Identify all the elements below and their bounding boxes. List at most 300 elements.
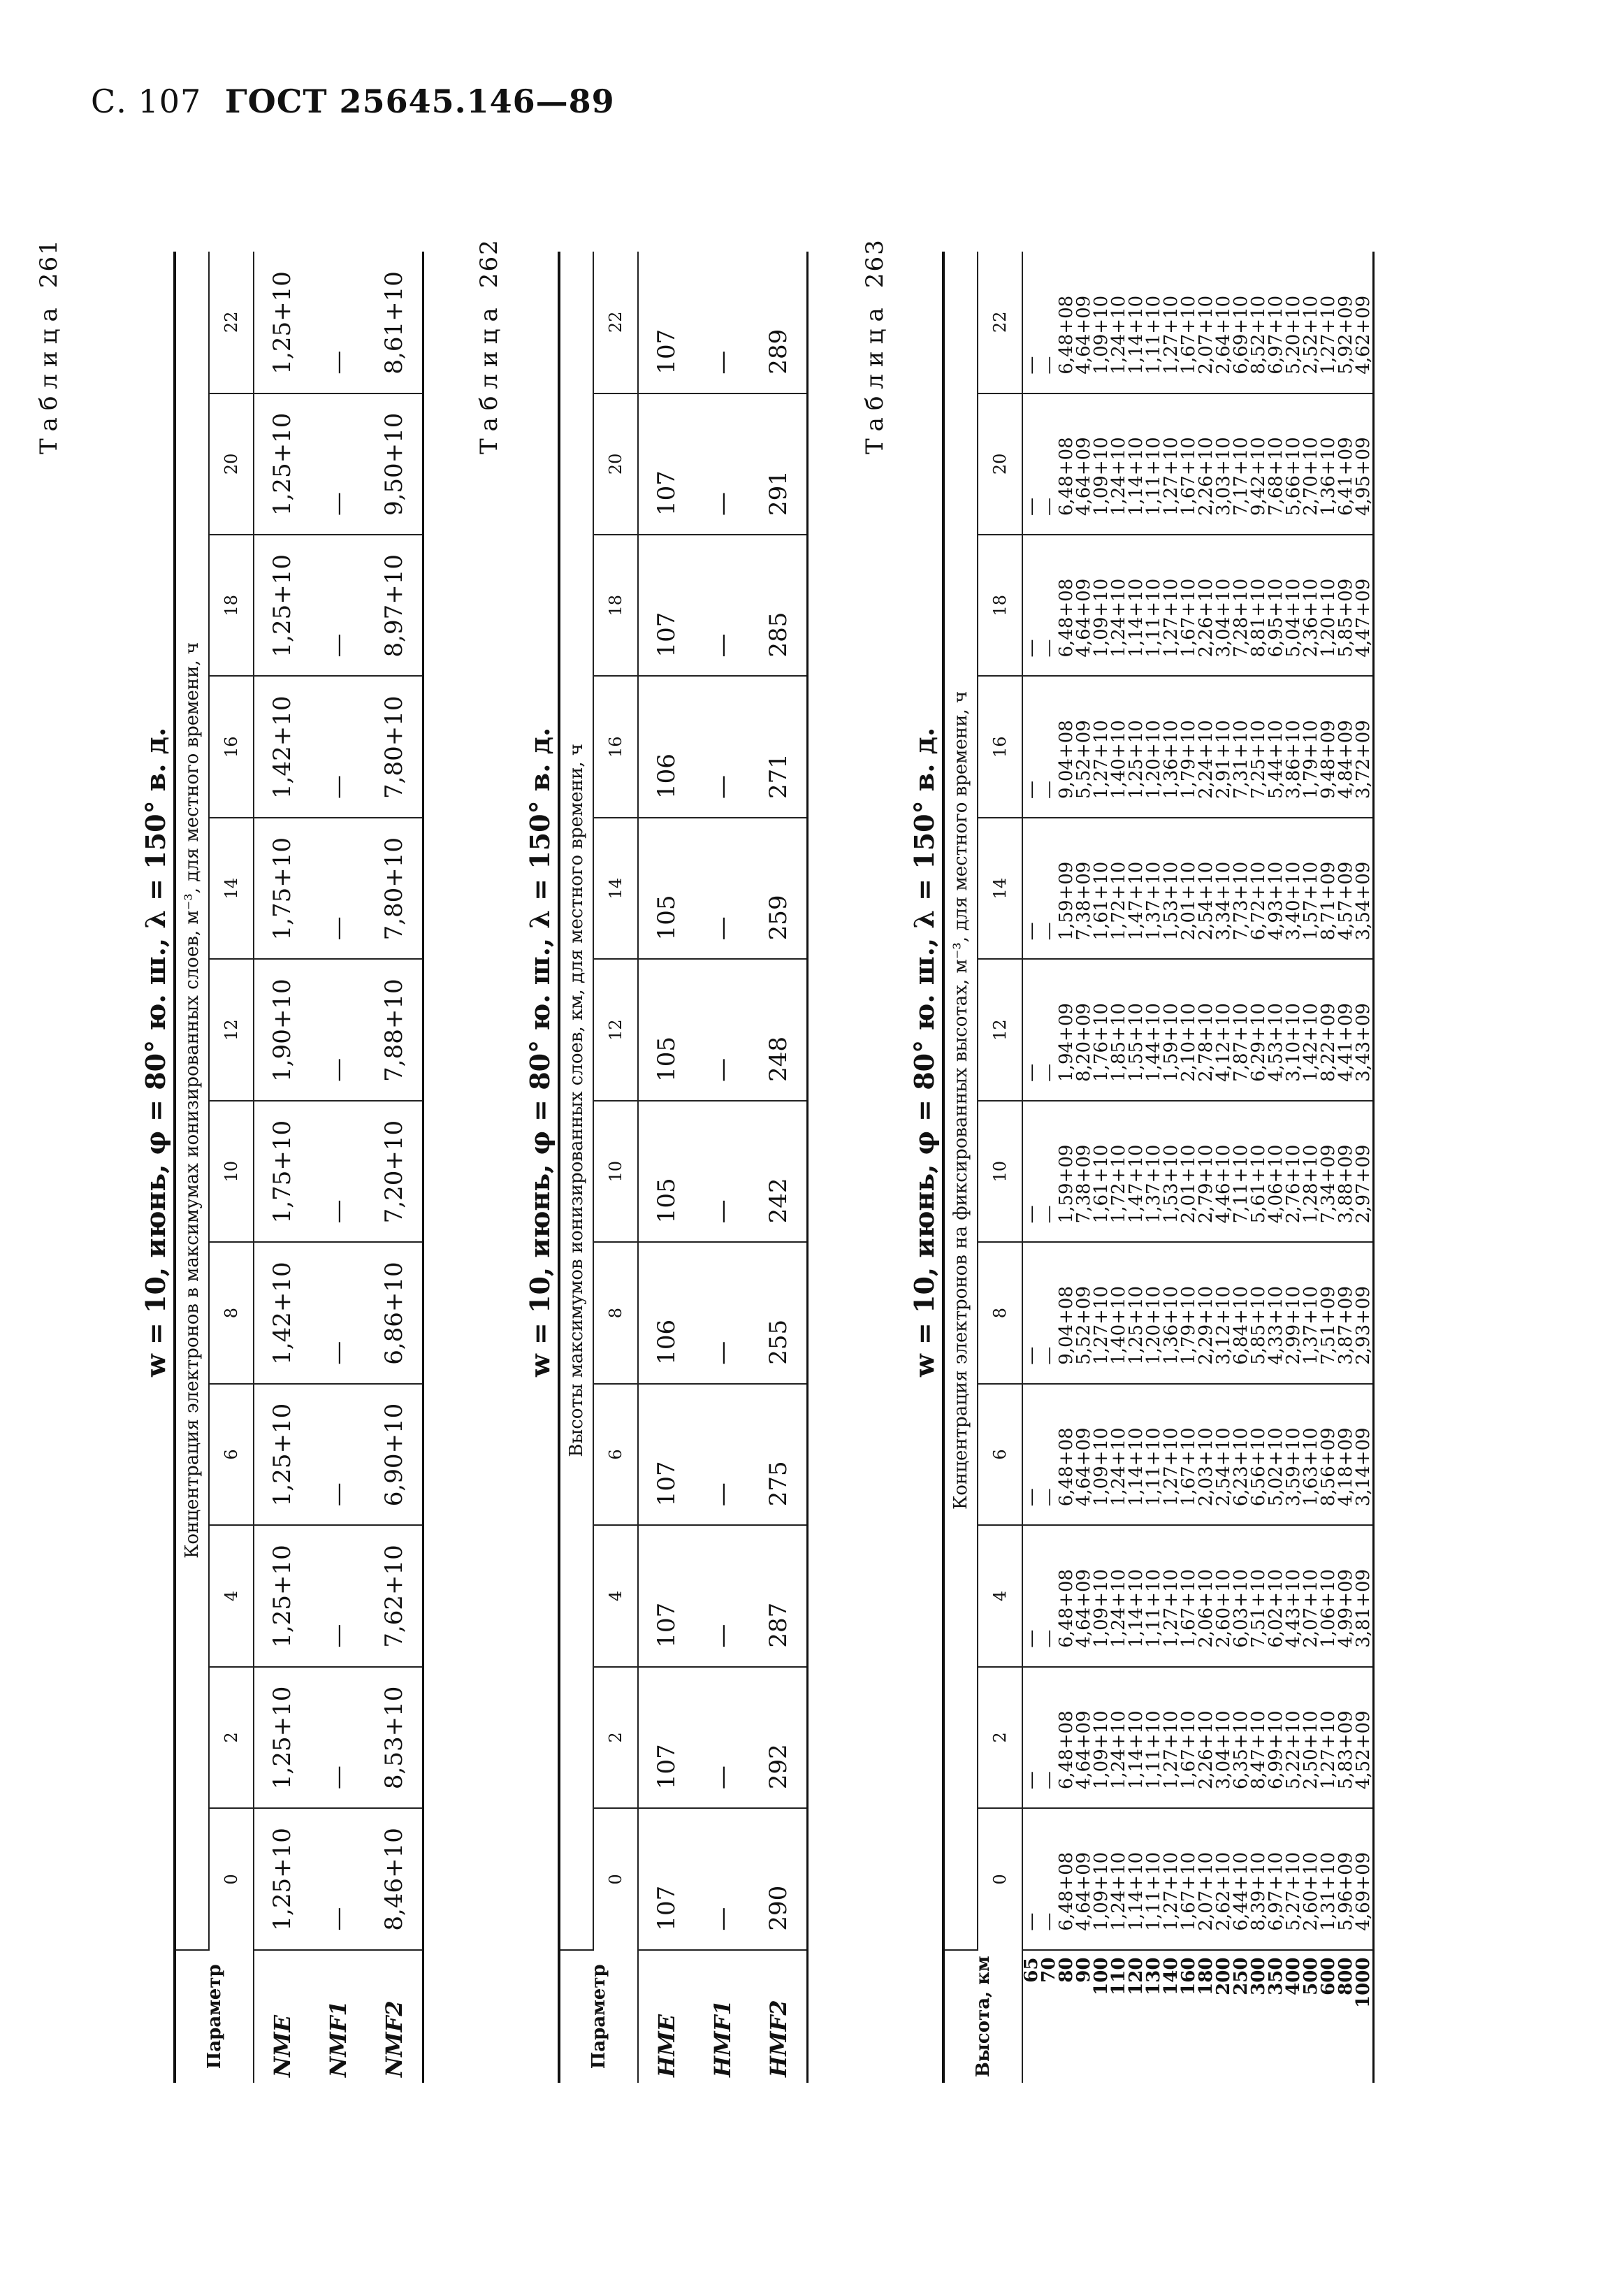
cell-value: 8,71+09 [1318, 861, 1339, 941]
cell-value: 1,25+10 [254, 393, 310, 535]
cell-value: — [695, 818, 751, 959]
cell-value: 7,51+09 [1318, 1286, 1339, 1365]
row-header: Параметр [175, 1950, 254, 2083]
cell-value: — [1038, 1346, 1059, 1365]
cell-value: 259 [751, 818, 808, 959]
cell-value: 1,27+10 [1091, 720, 1112, 799]
cell-value: 1,42+10 [254, 677, 310, 818]
cell-value: 7,20+10 [366, 1101, 423, 1242]
cell-value: 1,27+10 [1161, 578, 1182, 658]
cell-value: 2,97+09 [1353, 1144, 1374, 1224]
cell-value: — [310, 1808, 366, 1949]
altitude-value: 100 [1091, 1957, 1112, 1995]
table-263-title: w = 10, июнь, φ = 80° ю. ш., λ = 150° в. д. [908, 727, 940, 1377]
cell-value: 1,42+10 [254, 1242, 310, 1383]
hour-header: 2 [593, 1667, 638, 1808]
cell-value: 1,11+10 [1143, 437, 1164, 517]
param-name: NMF2 [366, 1950, 423, 2083]
cell-value: 3,40+10 [1283, 861, 1304, 941]
cell-value: — [1038, 1629, 1059, 1648]
cell-value: — [1038, 1488, 1059, 1507]
cell-value: 7,62+10 [366, 1525, 423, 1666]
altitude-value: 350 [1266, 1957, 1286, 1995]
hour-header: 4 [978, 1525, 1022, 1666]
hour-header: 0 [978, 1808, 1022, 1949]
altitude-value: 70 [1038, 1957, 1059, 1983]
hour-header: 4 [593, 1525, 638, 1666]
cell-value: 1,59+09 [1056, 1144, 1077, 1224]
cell-value: 3,12+10 [1213, 1286, 1234, 1365]
cell-value: 2,03+10 [1196, 1427, 1217, 1507]
cell-value: 6,02+10 [1266, 1568, 1286, 1648]
cell-value: 1,11+10 [1143, 1427, 1164, 1507]
cell-value: 1,75+10 [254, 818, 310, 959]
param-name: HMF1 [709, 2000, 736, 2077]
row-header: Параметр [559, 1950, 638, 2083]
altitude-column [1022, 1950, 1374, 2083]
cell-value: 1,24+10 [1108, 1851, 1129, 1931]
cell-value: — [310, 677, 366, 818]
cell-value: 8,81+10 [1248, 578, 1269, 658]
table-row [695, 252, 751, 2083]
hour-header: 14 [209, 818, 254, 959]
cell-value: 1,72+10 [1108, 861, 1129, 941]
hour-header: 18 [978, 535, 1022, 676]
cell-value: — [1021, 639, 1042, 658]
cell-value: 106 [638, 677, 695, 818]
cell-value: 1,94+09 [1056, 1003, 1077, 1082]
cell-value: 4,95+09 [1353, 437, 1374, 517]
value-column [1022, 818, 1374, 959]
cell-value: 6,48+08 [1056, 1710, 1077, 1790]
cell-value: 4,06+10 [1266, 1144, 1286, 1224]
cell-value: — [695, 252, 751, 393]
cell-value: 4,64+09 [1073, 578, 1094, 658]
cell-value: 5,22+10 [1283, 1710, 1304, 1790]
table-row [751, 252, 808, 2083]
cell-value: 2,07+10 [1196, 295, 1217, 375]
cell-value: 7,80+10 [366, 818, 423, 959]
cell-value: 1,27+10 [1161, 1851, 1182, 1931]
cell-value: 3,72+09 [1353, 720, 1374, 799]
cell-value: 6,23+10 [1231, 1427, 1252, 1507]
cell-value: 3,43+09 [1353, 1003, 1374, 1082]
cell-value: — [695, 1667, 751, 1808]
cell-value: — [1021, 1205, 1042, 1224]
cell-value: — [310, 1101, 366, 1242]
span-title: Высоты максимумов ионизированных слоев, км, для местного времени, ч [559, 252, 593, 1950]
cell-value: 7,17+10 [1231, 437, 1252, 517]
cell-value: 7,31+10 [1231, 720, 1252, 799]
cell-value: — [1021, 498, 1042, 517]
hour-header: 2 [978, 1667, 1022, 1808]
cell-value: 1,75+10 [254, 1101, 310, 1242]
cell-value: 8,61+10 [366, 252, 423, 393]
cell-value: 1,27+10 [1091, 1286, 1112, 1365]
cell-value: 2,62+10 [1213, 1851, 1234, 1931]
cell-value: 3,87+09 [1335, 1286, 1356, 1365]
cell-value: — [1021, 922, 1042, 941]
hour-header: 18 [593, 535, 638, 676]
cell-value: 1,31+10 [1318, 1851, 1339, 1931]
cell-value: 1,25+10 [254, 1667, 310, 1808]
table-body [638, 252, 808, 2083]
cell-value: 1,11+10 [1143, 1710, 1164, 1790]
cell-value: 105 [638, 1101, 695, 1242]
value-column [1022, 1808, 1374, 1949]
hour-header: 6 [209, 1384, 254, 1525]
cell-value: 1,57+10 [1300, 861, 1321, 941]
hour-header: 22 [593, 252, 638, 393]
cell-value: 8,47+10 [1248, 1710, 1269, 1790]
cell-value: 1,28+10 [1300, 1144, 1321, 1224]
cell-value: 2,06+10 [1196, 1568, 1217, 1648]
cell-value: 1,67+10 [1178, 437, 1199, 517]
cell-value: 1,37+10 [1300, 1286, 1321, 1365]
cell-value: 2,76+10 [1283, 1144, 1304, 1224]
cell-value: 292 [751, 1667, 808, 1808]
table-262-title: w = 10, июнь, φ = 80° ю. ш., λ = 150° в. д. [524, 727, 556, 1377]
cell-value: 4,57+09 [1335, 861, 1356, 941]
cell-value: 8,39+10 [1248, 1851, 1269, 1931]
cell-value: 1,14+10 [1126, 295, 1147, 375]
cell-value: 106 [638, 1242, 695, 1383]
cell-value: 6,72+10 [1248, 861, 1269, 941]
cell-value: 1,25+10 [254, 1384, 310, 1525]
cell-value: 8,46+10 [366, 1808, 423, 1949]
cell-value: — [310, 1667, 366, 1808]
altitude-value: 250 [1231, 1957, 1252, 1995]
cell-value: 6,97+10 [1266, 1851, 1286, 1931]
cell-value: 1,25+10 [254, 252, 310, 393]
altitude-value: 200 [1213, 1957, 1234, 1995]
cell-value: 3,04+10 [1213, 578, 1234, 658]
cell-value: 6,44+10 [1231, 1851, 1252, 1931]
cell-value: 1,11+10 [1143, 1568, 1164, 1648]
page-number: С. 107 [91, 82, 202, 120]
cell-value: 7,87+10 [1231, 1003, 1252, 1082]
cell-value: 8,53+10 [366, 1667, 423, 1808]
cell-value: — [695, 1242, 751, 1383]
table-body [254, 252, 423, 2083]
cell-value: 2,70+10 [1300, 437, 1321, 517]
altitude-value: 130 [1143, 1957, 1164, 1995]
cell-value: 8,52+10 [1248, 295, 1269, 375]
cell-value: 4,64+09 [1073, 1710, 1094, 1790]
cell-value: 4,64+09 [1073, 295, 1094, 375]
hour-header: 12 [209, 959, 254, 1100]
altitude-value: 65 [1021, 1957, 1042, 1983]
value-column [1022, 1525, 1374, 1666]
cell-value: 5,20+10 [1283, 295, 1304, 375]
cell-value: 4,12+10 [1213, 1003, 1234, 1082]
cell-value: 1,25+10 [254, 1808, 310, 1949]
cell-value: 1,36+10 [1318, 437, 1339, 517]
altitude-value: 120 [1126, 1957, 1147, 1995]
cell-value: 5,85+10 [1248, 1286, 1269, 1365]
cell-value: 6,48+08 [1056, 1851, 1077, 1931]
value-column [1022, 677, 1374, 818]
hour-header-row [209, 252, 254, 2083]
cell-value: 9,48+09 [1318, 720, 1339, 799]
hour-header: 20 [209, 393, 254, 535]
hour-header: 22 [209, 252, 254, 393]
cell-value: 4,53+10 [1266, 1003, 1286, 1082]
cell-value: 1,11+10 [1143, 1851, 1164, 1931]
altitude-value: 400 [1283, 1957, 1304, 1995]
cell-value: 1,20+10 [1143, 720, 1164, 799]
cell-value: 4,33+10 [1266, 1286, 1286, 1365]
cell-value: 1,27+10 [1161, 1427, 1182, 1507]
cell-value: — [1038, 498, 1059, 517]
cell-value: — [695, 1808, 751, 1949]
row-header: Высота, км [943, 1950, 1022, 2083]
hour-header: 8 [978, 1242, 1022, 1383]
cell-value: 4,99+09 [1335, 1568, 1356, 1648]
altitude-value: 180 [1196, 1957, 1217, 1995]
param-name: NMF1 [325, 2000, 351, 2077]
cell-value: 275 [751, 1384, 808, 1525]
cell-value: 1,20+10 [1318, 578, 1339, 658]
cell-value: 5,85+09 [1335, 578, 1356, 658]
cell-value: 2,60+10 [1213, 1568, 1234, 1648]
value-column [1022, 959, 1374, 1100]
cell-value: 1,53+10 [1161, 1144, 1182, 1224]
cell-value: — [310, 393, 366, 535]
cell-value: 3,34+10 [1213, 861, 1234, 941]
cell-value: 1,09+10 [1091, 1710, 1112, 1790]
cell-value: — [1021, 1912, 1042, 1931]
cell-value: 1,53+10 [1161, 861, 1182, 941]
cell-value: 1,67+10 [1178, 1568, 1199, 1648]
altitude-value: 160 [1178, 1957, 1199, 1995]
cell-value: 3,88+09 [1335, 1144, 1356, 1224]
cell-value: 1,67+10 [1178, 1851, 1199, 1931]
cell-value: — [1038, 780, 1059, 799]
cell-value: 1,59+10 [1161, 1003, 1182, 1082]
cell-value: 4,41+09 [1335, 1003, 1356, 1082]
table-263 [942, 252, 1375, 2083]
cell-value: 1,24+10 [1108, 1710, 1129, 1790]
cell-value: 6,48+08 [1056, 578, 1077, 658]
cell-value: — [1038, 639, 1059, 658]
value-column [1022, 1667, 1374, 1808]
cell-value: 3,59+10 [1283, 1427, 1304, 1507]
cell-value: 6,29+10 [1248, 1003, 1269, 1082]
cell-value: 5,52+09 [1073, 720, 1094, 799]
table-row [638, 252, 695, 2083]
cell-value: 6,56+10 [1248, 1427, 1269, 1507]
hour-header: 8 [593, 1242, 638, 1383]
cell-value: 7,28+10 [1231, 578, 1252, 658]
cell-value: — [1021, 1063, 1042, 1082]
cell-value: 5,27+10 [1283, 1851, 1304, 1931]
table-row [254, 252, 310, 2083]
cell-value: 1,14+10 [1126, 1568, 1147, 1648]
cell-value: — [1021, 356, 1042, 375]
cell-value: — [1038, 1205, 1059, 1224]
cell-value: 3,54+09 [1353, 861, 1374, 941]
span-title: Концентрация электронов в максимумах ионизированных слоев, м⁻³, для местного времени, ч [175, 252, 209, 1950]
cell-value: 4,64+09 [1073, 1568, 1094, 1648]
cell-value: 4,52+09 [1353, 1710, 1374, 1790]
cell-value: 2,10+10 [1178, 1003, 1199, 1082]
cell-value: 6,35+10 [1231, 1710, 1252, 1790]
cell-value: 4,93+10 [1266, 861, 1286, 941]
cell-value: — [1021, 780, 1042, 799]
table-261 [173, 252, 424, 2083]
cell-value: 1,11+10 [1143, 295, 1164, 375]
cell-value: 6,97+10 [1266, 295, 1286, 375]
cell-value: 6,48+08 [1056, 295, 1077, 375]
cell-value: 1,09+10 [1091, 1427, 1112, 1507]
value-column [1022, 535, 1374, 676]
cell-value: — [695, 959, 751, 1100]
cell-value: 1,76+10 [1091, 1003, 1112, 1082]
cell-value: 107 [638, 252, 695, 393]
cell-value: 6,48+08 [1056, 1427, 1077, 1507]
cell-value: 1,27+10 [1161, 1710, 1182, 1790]
cell-value: 6,84+10 [1231, 1286, 1252, 1365]
table-263-caption: Таблица263 [861, 238, 889, 454]
cell-value: 4,43+10 [1283, 1568, 1304, 1648]
cell-value: 1,27+10 [1318, 1710, 1339, 1790]
value-column [1022, 1384, 1374, 1525]
cell-value: 1,24+10 [1108, 1427, 1129, 1507]
cell-value: 7,38+09 [1073, 1144, 1094, 1224]
cell-value: 7,11+10 [1231, 1144, 1252, 1224]
altitude-value: 140 [1161, 1957, 1182, 1995]
cell-value: 8,97+10 [366, 535, 423, 676]
cell-value: 1,09+10 [1091, 1851, 1112, 1931]
hour-header: 6 [593, 1384, 638, 1525]
cell-value: 1,67+10 [1178, 1427, 1199, 1507]
cell-value: — [1038, 1063, 1059, 1082]
cell-value: — [310, 959, 366, 1100]
cell-value: — [310, 1525, 366, 1666]
cell-value: 4,62+09 [1353, 295, 1374, 375]
cell-value: 1,14+10 [1126, 1427, 1147, 1507]
hour-header: 16 [593, 677, 638, 818]
hour-header: 16 [209, 677, 254, 818]
table-261-title: w = 10, июнь, φ = 80° ю. ш., λ = 150° в. д. [140, 727, 171, 1377]
cell-value: 6,86+10 [366, 1242, 423, 1383]
cell-value: 107 [638, 393, 695, 535]
cell-value: 5,92+09 [1335, 295, 1356, 375]
span-title: Концентрация электронов на фиксированных высотах, м⁻³, для местного времени, ч [943, 252, 978, 1950]
cell-value: 1,47+10 [1126, 861, 1147, 941]
hour-header-row [978, 252, 1022, 2083]
table-261-caption: Таблица261 [35, 238, 63, 454]
cell-value: 107 [638, 1808, 695, 1949]
cell-value: 1,36+10 [1161, 720, 1182, 799]
cell-value: 1,25+10 [254, 535, 310, 676]
table-262-caption: Таблица262 [475, 238, 503, 454]
rotated-content [0, 161, 1624, 2251]
cell-value: 3,86+10 [1283, 720, 1304, 799]
cell-value: 2,99+10 [1283, 1286, 1304, 1365]
hour-header: 0 [209, 1808, 254, 1949]
cell-value: 2,91+10 [1213, 720, 1234, 799]
cell-value: 1,59+09 [1056, 861, 1077, 941]
param-name: HME [653, 2014, 680, 2077]
cell-value: 107 [638, 1667, 695, 1808]
cell-value: 5,02+10 [1266, 1427, 1286, 1507]
table-262 [558, 252, 809, 2083]
cell-value: 9,50+10 [366, 393, 423, 535]
cell-value: 255 [751, 1242, 808, 1383]
cell-value: 7,34+09 [1318, 1144, 1339, 1224]
cell-value: 105 [638, 818, 695, 959]
cell-value: — [1038, 922, 1059, 941]
cell-value: 1,11+10 [1143, 578, 1164, 658]
cell-value: 7,38+09 [1073, 861, 1094, 941]
cell-value: 7,51+10 [1248, 1568, 1269, 1648]
cell-value: — [695, 535, 751, 676]
hour-header: 8 [209, 1242, 254, 1383]
cell-value: 2,07+10 [1196, 1851, 1217, 1931]
cell-value: 242 [751, 1101, 808, 1242]
hour-header: 10 [978, 1101, 1022, 1242]
cell-value: — [1021, 1771, 1042, 1790]
cell-value: 3,03+10 [1213, 437, 1234, 517]
cell-value: 9,04+08 [1056, 720, 1077, 799]
cell-value: 1,44+10 [1143, 1003, 1164, 1082]
altitude-value: 110 [1108, 1957, 1129, 1995]
cell-value: 4,46+10 [1213, 1144, 1234, 1224]
cell-value: 7,25+10 [1248, 720, 1269, 799]
cell-value: — [1038, 1771, 1059, 1790]
cell-value: 2,79+10 [1196, 1144, 1217, 1224]
altitude-value: 300 [1248, 1957, 1269, 1995]
cell-value: 1,09+10 [1091, 1568, 1112, 1648]
cell-value: 1,24+10 [1108, 578, 1129, 658]
cell-value: 2,54+10 [1213, 1427, 1234, 1507]
cell-value: 5,66+10 [1283, 437, 1304, 517]
cell-value: 289 [751, 252, 808, 393]
cell-value: 5,44+10 [1266, 720, 1286, 799]
value-column [1022, 393, 1374, 535]
cell-value: 6,48+08 [1056, 1568, 1077, 1648]
cell-value: 1,14+10 [1126, 1851, 1147, 1931]
cell-value: 2,78+10 [1196, 1003, 1217, 1082]
cell-value: 1,25+10 [1126, 1286, 1147, 1365]
cell-value: 6,48+08 [1056, 437, 1077, 517]
cell-value: 1,37+10 [1143, 861, 1164, 941]
hour-header: 0 [593, 1808, 638, 1949]
cell-value: 1,40+10 [1108, 1286, 1129, 1365]
cell-value: 107 [638, 1384, 695, 1525]
cell-value: — [695, 1101, 751, 1242]
cell-value: — [695, 393, 751, 535]
cell-value: 285 [751, 535, 808, 676]
cell-value: 107 [638, 1525, 695, 1666]
cell-value: 1,37+10 [1143, 1144, 1164, 1224]
cell-value: 248 [751, 959, 808, 1100]
cell-value: 2,24+10 [1196, 720, 1217, 799]
cell-value: 2,36+10 [1300, 578, 1321, 658]
cell-value: 1,63+10 [1300, 1427, 1321, 1507]
cell-value: 9,42+10 [1248, 437, 1269, 517]
altitude-value: 500 [1300, 1957, 1321, 1995]
cell-value: 1,27+10 [1318, 295, 1339, 375]
cell-value: 2,52+10 [1300, 295, 1321, 375]
hour-header: 4 [209, 1525, 254, 1666]
cell-value: 4,64+09 [1073, 437, 1094, 517]
page-header [91, 82, 615, 120]
table-row [366, 252, 423, 2083]
cell-value: 1,61+10 [1091, 1144, 1112, 1224]
